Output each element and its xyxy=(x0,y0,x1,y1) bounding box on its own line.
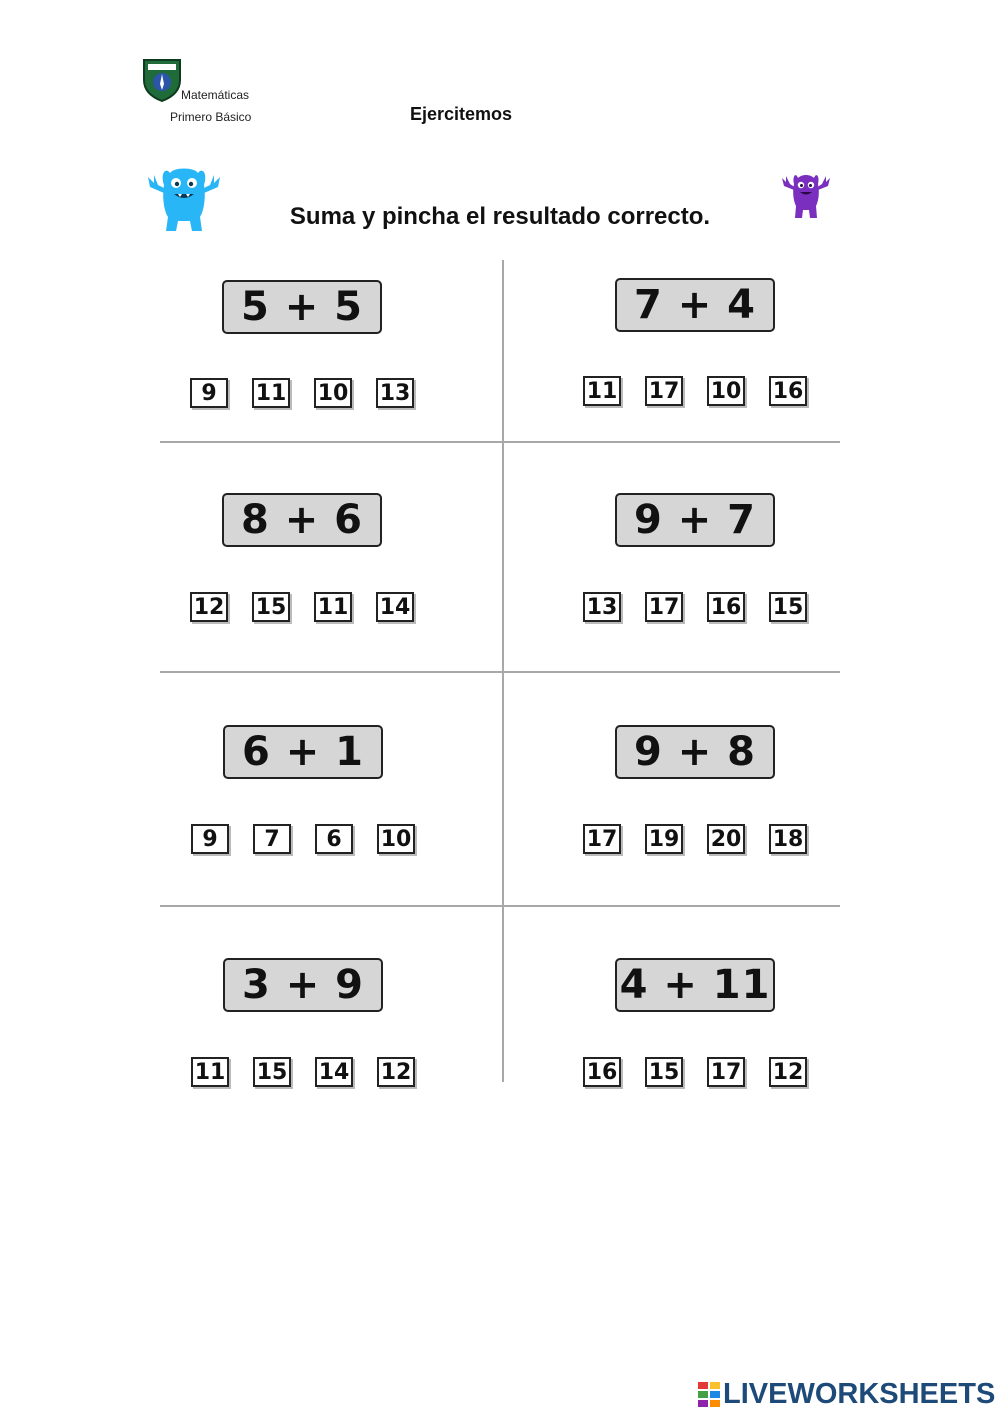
answer-option[interactable]: 12 xyxy=(769,1057,807,1087)
problem-expression: 7 + 4 xyxy=(615,278,775,332)
answer-option[interactable]: 13 xyxy=(376,378,414,408)
page-title: Ejercitemos xyxy=(410,104,513,124)
answer-option[interactable]: 16 xyxy=(769,376,807,406)
answer-option[interactable]: 10 xyxy=(314,378,352,408)
horizontal-divider xyxy=(160,441,840,443)
problem-expression: 4 + 11 xyxy=(615,958,775,1012)
answer-option[interactable]: 19 xyxy=(645,824,683,854)
answer-options xyxy=(583,592,807,622)
answer-option[interactable]: 17 xyxy=(583,824,621,854)
horizontal-divider xyxy=(160,671,840,673)
answer-option[interactable]: 17 xyxy=(707,1057,745,1087)
liveworksheets-logo-icon xyxy=(698,1381,720,1407)
answer-option[interactable]: 11 xyxy=(583,376,621,406)
answer-options xyxy=(190,378,414,408)
answer-option[interactable]: 17 xyxy=(645,592,683,622)
answer-option[interactable]: 16 xyxy=(707,592,745,622)
answer-option[interactable]: 18 xyxy=(769,824,807,854)
answer-option[interactable]: 10 xyxy=(377,824,415,854)
answer-option[interactable]: 16 xyxy=(583,1057,621,1087)
school-logo-icon xyxy=(142,58,182,102)
answer-options xyxy=(583,376,807,406)
answer-option[interactable]: 12 xyxy=(377,1057,415,1087)
answer-option[interactable]: 14 xyxy=(315,1057,353,1087)
grade-label: Primero Básico xyxy=(170,110,252,124)
answer-option[interactable]: 17 xyxy=(645,376,683,406)
subject-label: Matemáticas xyxy=(181,88,250,102)
instructions xyxy=(0,203,1000,231)
answer-options xyxy=(191,1057,415,1087)
answer-options xyxy=(583,824,807,854)
answer-option[interactable]: 15 xyxy=(253,1057,291,1087)
answer-option[interactable]: 10 xyxy=(707,376,745,406)
answer-option[interactable]: 12 xyxy=(190,592,228,622)
answer-options xyxy=(583,1057,807,1087)
answer-option[interactable]: 11 xyxy=(191,1057,229,1087)
answer-option[interactable]: 20 xyxy=(707,824,745,854)
problem-expression: 9 + 8 xyxy=(615,725,775,779)
problem-expression: 5 + 5 xyxy=(222,280,382,334)
answer-option[interactable]: 9 xyxy=(190,378,228,408)
problem-expression: 6 + 1 xyxy=(223,725,383,779)
horizontal-divider xyxy=(160,905,840,907)
instructions-text: Suma y pincha el resultado correcto. xyxy=(289,203,711,230)
answer-option[interactable]: 15 xyxy=(645,1057,683,1087)
problem-expression: 3 + 9 xyxy=(223,958,383,1012)
problem-expression: 8 + 6 xyxy=(222,493,382,547)
answer-option[interactable]: 11 xyxy=(314,592,352,622)
brand-logo xyxy=(698,1378,995,1410)
answer-option[interactable]: 9 xyxy=(191,824,229,854)
brand-name: LIVEWORKSHEETS xyxy=(723,1377,996,1410)
answer-option[interactable]: 14 xyxy=(376,592,414,622)
answer-option[interactable]: 15 xyxy=(252,592,290,622)
answer-option[interactable]: 11 xyxy=(252,378,290,408)
problem-expression: 9 + 7 xyxy=(615,493,775,547)
answer-option[interactable]: 15 xyxy=(769,592,807,622)
answer-options xyxy=(190,592,414,622)
answer-option[interactable]: 7 xyxy=(253,824,291,854)
answer-option[interactable]: 13 xyxy=(583,592,621,622)
answer-options xyxy=(191,824,415,854)
answer-option[interactable]: 6 xyxy=(315,824,353,854)
